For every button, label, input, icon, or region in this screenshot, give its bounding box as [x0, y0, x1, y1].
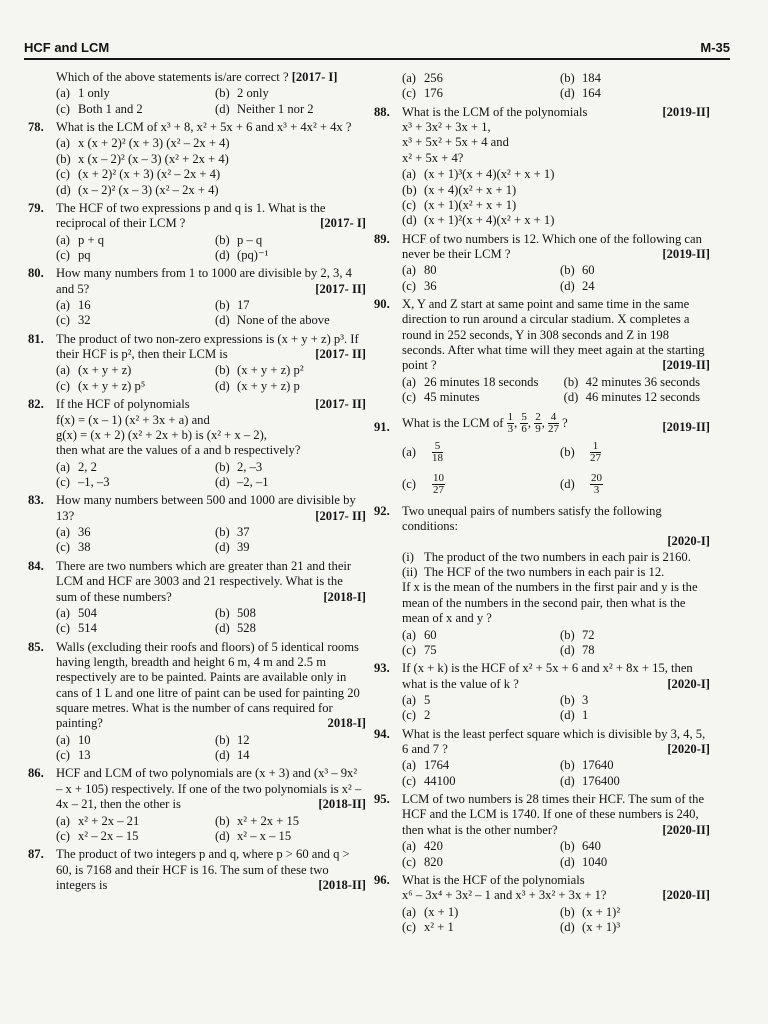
- option-d[interactable]: (d) (x – 2)² (x – 3) (x² – 2x + 4): [56, 182, 219, 197]
- question-number: 94.: [374, 726, 390, 741]
- option-d[interactable]: (d) 46 minutes 12 seconds: [563, 390, 701, 405]
- question-number: 89.: [374, 231, 390, 246]
- option-d[interactable]: (d) Neither 1 nor 2: [215, 101, 314, 116]
- right-column: [374, 70, 710, 938]
- option-a[interactable]: (a) 504: [56, 605, 97, 620]
- question-number: 78.: [28, 120, 44, 135]
- option-d[interactable]: (d) 176400: [560, 773, 620, 788]
- option-d[interactable]: (d) 1040: [560, 854, 608, 869]
- options: [56, 86, 366, 117]
- option-d[interactable]: (d) $\frac{20}{3}$: [560, 471, 602, 497]
- question-number: 79.: [28, 200, 44, 215]
- question-number: 92.: [374, 503, 390, 518]
- option-b[interactable]: (b) x² + 2x + 15: [215, 813, 300, 828]
- option-a[interactable]: (a) 420: [402, 839, 443, 854]
- option-b[interactable]: (b) 508: [215, 605, 256, 620]
- option-a[interactable]: (a) 2, 2: [56, 459, 97, 474]
- option-c[interactable]: (c) (x + y + z) p⁵: [56, 378, 146, 393]
- option-b[interactable]: (b) $\frac{1}{27}$: [560, 439, 601, 465]
- option-b[interactable]: (b) 3: [560, 692, 589, 707]
- fraction: $\frac{1}{3}$: [507, 410, 514, 436]
- option-c[interactable]: (c) 75: [402, 642, 437, 657]
- fraction: $\frac{5}{6}$: [521, 410, 527, 436]
- question-81: 81. The product of two non-zero expressions is (x + y + z) p³. If their HCF is p², then their LCM is [2017- II] (a) (x + y + z) (b) (x + y + z) p² (c) (x + y + z) p⁵ (d) (x + y + z) p: [28, 331, 366, 393]
- question-85: 85. Walls (excluding their roofs and floors) of 5 identical rooms having length, breadth and height 6 m, 4 m and 2.5 m respectively are to be painted. Paints are available only in cans of 1 L and one litre of paint can be used for painting 20 square metres. What is the number of cans required for painting? 2018-I] (a) 10 (b) 12 (c) 13 (d) 14: [28, 639, 366, 763]
- option-c[interactable]: (c) 44100: [402, 773, 456, 788]
- option-c[interactable]: (c) 32: [56, 313, 91, 328]
- option-a[interactable]: (a) 80: [402, 263, 437, 278]
- option-b[interactable]: (b) 184: [560, 71, 601, 85]
- option-d[interactable]: (d) None of the above: [215, 313, 330, 328]
- option-b[interactable]: (b) 17: [215, 298, 250, 313]
- option-c[interactable]: (c) Both 1 and 2: [56, 101, 143, 116]
- option-b[interactable]: (b) 37: [215, 525, 250, 540]
- question-number: 96.: [374, 872, 390, 887]
- option-b[interactable]: (b) (x + y + z) p²: [215, 363, 304, 378]
- option-d[interactable]: (d) 14: [215, 748, 250, 763]
- option-a[interactable]: (a) 36: [56, 525, 91, 540]
- option-d[interactable]: (d) (x + 1)³: [560, 919, 621, 934]
- options: [402, 905, 710, 936]
- option-a[interactable]: (a) 26 minutes 18 seconds: [402, 374, 539, 389]
- question-79: 79. The HCF of two expressions p and q is 1. What is the reciprocal of their LCM ? [2017- I] (a) p + q (b) p – q (c) pq (d) (pq)⁻¹: [28, 200, 366, 262]
- condition-i: (i) The product of the two numbers in each pair is 2160.: [402, 549, 691, 564]
- question-78: 78. What is the LCM of x³ + 8, x² + 5x + 6 and x³ + 4x² + 4x ? (a) x (x + 2)² (x + 3) (x² – 2x + 4) (b) x (x – 2)² (x – 3) (x² + 2x + 4) (c) (x + 2)² (x + 3) (x² – 2x + 4) (d) (x – 2)² (x – 3) (x² – 2x + 4): [28, 120, 366, 198]
- options: [56, 814, 366, 845]
- options: [402, 375, 710, 406]
- option-a[interactable]: (a) 16: [56, 298, 91, 313]
- options: [402, 839, 710, 870]
- question-95: 95. LCM of two numbers is 28 times their HCF. The sum of the HCF and the LCM is 1740. If one of these numbers is 240, then what is the other number? [2020-II] (a) 420 (b) 640 (c) 820 (d) 1040: [374, 792, 710, 869]
- option-c[interactable]: (c) 13: [56, 748, 91, 763]
- option-c[interactable]: (c) x² + 1: [402, 919, 454, 934]
- question-96: 96. What is the HCF of the polynomials x⁶ – 3x⁴ + 3x² – 1 and x³ + 3x² + 3x + 1? [2020-II] (a) (x + 1) (b) (x + 1)² (c) x² + 1 (d) (x + 1)³: [374, 872, 710, 934]
- question-number: 93.: [374, 661, 390, 676]
- option-d[interactable]: (d) (pq)⁻¹: [215, 247, 269, 262]
- options: [402, 167, 710, 228]
- options: [56, 363, 366, 394]
- options: [56, 233, 366, 264]
- option-c[interactable]: (c) 2: [402, 708, 431, 723]
- question-number: 95.: [374, 792, 390, 807]
- page-header: [24, 38, 730, 60]
- option-b[interactable]: (b) 60: [560, 263, 595, 278]
- option-b[interactable]: (b) 72: [560, 627, 595, 642]
- option-b[interactable]: (b) p – q: [215, 232, 263, 247]
- option-a[interactable]: (a) $\frac{5}{18}$: [402, 439, 443, 465]
- option-d[interactable]: (d) 164: [560, 86, 601, 101]
- question-77-continued: Which of the above statements is/are correct ? [2017- I] (a) 1 only (b) 2 only (c) Both 1 and 2 (d) Neither 1 nor 2: [28, 70, 366, 117]
- question-94: 94. What is the least perfect square which is divisible by 3, 4, 5, 6 and 7 ? [2020-I] (a) 1764 (b) 17640 (c) 44100 (d) 176400: [374, 726, 710, 788]
- question-number: 87.: [28, 847, 44, 862]
- options: [402, 437, 710, 501]
- options: [402, 263, 710, 294]
- option-c[interactable]: (c) x² – 2x – 15: [56, 828, 139, 843]
- option-a[interactable]: (a) 1 only: [56, 86, 110, 101]
- question-84: 84. There are two numbers which are greater than 21 and their LCM and HCF are 3003 and 21 respectively. What is the sum of these numbers? [2018-I] (a) 504 (b) 508 (c) 514 (d) 528: [28, 558, 366, 636]
- option-a[interactable]: (a) (x + 1): [402, 904, 459, 919]
- option-b[interactable]: (b) 2, –3: [215, 459, 263, 474]
- options: [56, 733, 366, 764]
- option-d[interactable]: (d) –2, –1: [215, 474, 269, 489]
- option-a[interactable]: (a) (x + y + z): [56, 363, 132, 378]
- option-c[interactable]: (c) 36: [402, 278, 437, 293]
- option-d[interactable]: (d) 78: [560, 642, 595, 657]
- question-number: 83.: [28, 493, 44, 508]
- option-a[interactable]: (a) x (x + 2)² (x + 3) (x² – 2x + 4): [56, 136, 230, 151]
- option-c[interactable]: (c) 514: [56, 621, 97, 636]
- options: [56, 298, 366, 329]
- question-91: 91. What is the LCM of $\frac{1}{3}$ , $\frac{5}{6}$ , $\frac{2}{9}$ , $\frac{4}{27}$ ? [2019-II] (a) $\frac{5}{18}$ (b) $\frac{1}{27}$ (c) $\frac{10}{27}$ (d) $\frac{20}{3}$: [374, 412, 710, 501]
- option-d[interactable]: (d) 1: [560, 708, 589, 723]
- option-c[interactable]: (c) (x + 1)(x² + x + 1): [402, 197, 517, 212]
- option-b[interactable]: (b) 2 only: [215, 86, 269, 101]
- option-d[interactable]: (d) (x + 1)²(x + 4)(x² + x + 1): [402, 213, 555, 228]
- question-88: 88. What is the LCM of the polynomials [2019-II] x³ + 3x² + 3x + 1, x³ + 5x² + 5x + 4 and x² + 5x + 4? (a) (x + 1)³(x + 4)(x² + x + 1) (b) (x + 4)(x² + x + 1) (c) (x + 1)(x² + x + 1) (d) (x + 1)²(x + 4)(x² + x + 1): [374, 104, 710, 228]
- question-number: 88.: [374, 104, 390, 119]
- question-number: 86.: [28, 766, 44, 781]
- question-number: 84.: [28, 558, 44, 573]
- question-90: 90. X, Y and Z start at same point and same time in the same direction to run around a circular stadium. X completes a round in 252 seconds, Y in 308 seconds and Z in 198 seconds. After what time will they meet again at the starting point ? [2019-II] (a) 26 minutes 18 seconds (b) 42 minutes 36 seconds (c) 45 minutes (d) 46 minutes 12 seconds: [374, 297, 710, 405]
- options: [56, 460, 366, 491]
- chapter-title: HCF and LCM: [24, 40, 110, 56]
- option-d[interactable]: (d) (x + y + z) p: [215, 378, 300, 393]
- question-86: 86. HCF and LCM of two polynomials are (x + 3) and (x³ – 9x² – x + 105) respectively. If one of the two polynomials is x² – 4x – 21, then the other is [2018-II] (a) x² + 2x – 21 (b) x² + 2x + 15 (c) x² – 2x – 15 (d) x² – x – 15: [28, 766, 366, 843]
- fraction: $\frac{2}{9}$: [535, 410, 541, 436]
- option-c[interactable]: (c) 38: [56, 540, 91, 555]
- option-b[interactable]: (b) 640: [560, 839, 601, 854]
- question-number: 81.: [28, 331, 44, 346]
- option-a[interactable]: (a) 10: [56, 732, 91, 747]
- left-column: [28, 70, 366, 896]
- option-b[interactable]: (b) x (x – 2)² (x – 3) (x² + 2x + 4): [56, 151, 229, 166]
- option-c[interactable]: (c) (x + 2)² (x + 3) (x² – 2x + 4): [56, 167, 221, 182]
- option-b[interactable]: (b) 42 minutes 36 seconds: [563, 374, 701, 389]
- option-a[interactable]: (a) 60: [402, 627, 437, 642]
- option-a[interactable]: (a) 1764: [402, 758, 450, 773]
- question-87: 87. The product of two integers p and q, where p > 60 and q > 60, is 7168 and their HCF is 16. The sum of these two integers is [2018-II]: [28, 847, 366, 892]
- question-87-options: [374, 71, 710, 102]
- option-a[interactable]: (a) p + q: [56, 232, 104, 247]
- options: [56, 136, 366, 197]
- option-d[interactable]: (d) 528: [215, 621, 256, 636]
- question-number: 82.: [28, 397, 44, 412]
- option-d[interactable]: (d) x² – x – 15: [215, 828, 292, 843]
- option-c[interactable]: (c) –1, –3: [56, 474, 110, 489]
- option-c[interactable]: (c) 45 minutes: [402, 390, 480, 405]
- question-89: 89. HCF of two numbers is 12. Which one of the following can never be their LCM ? [2019-II] (a) 80 (b) 60 (c) 36 (d) 24: [374, 231, 710, 293]
- page-number: M-35: [700, 40, 730, 56]
- question-80: 80. How many numbers from 1 to 1000 are divisible by 2, 3, 4 and 5? [2017- II] (a) 16 (b) 17 (c) 32 (d) None of the above: [28, 266, 366, 328]
- question-93: 93. If (x + k) is the HCF of x² + 5x + 6 and x² + 8x + 15, then what is the value of k ? [2020-I] (a) 5 (b) 3 (c) 2 (d) 1: [374, 661, 710, 723]
- question-82: 82. If the HCF of polynomials [2017- II] f(x) = (x – 1) (x² + 3x + a) and g(x) = (x + 2) (x² + 2x + b) is (x² + x – 2), then what are the values of a and b respectively? (a) 2, 2 (b) 2, –3 (c) –1, –3 (d) –2, –1: [28, 397, 366, 489]
- options: [402, 758, 710, 789]
- question-number: 80.: [28, 266, 44, 281]
- options: [56, 525, 366, 556]
- option-a[interactable]: (a) (x + 1)³(x + 4)(x² + x + 1): [402, 167, 555, 182]
- options: [402, 71, 710, 102]
- options: [56, 606, 366, 637]
- option-c[interactable]: (c) pq: [56, 247, 91, 262]
- option-d[interactable]: (d) 39: [215, 540, 250, 555]
- option-b[interactable]: (b) (x + 4)(x² + x + 1): [402, 182, 517, 197]
- option-c[interactable]: (c) 820: [402, 854, 443, 869]
- options: [402, 693, 710, 724]
- options: [402, 628, 710, 659]
- fraction: $\frac{4}{27}$: [547, 410, 559, 436]
- option-b[interactable]: (b) 12: [215, 732, 250, 747]
- option-a[interactable]: (a) 256: [402, 71, 443, 85]
- option-c[interactable]: (c) 176: [402, 86, 443, 101]
- question-92: 92. Two unequal pairs of numbers satisfy the following conditions: [2020-I] (i) The product of the two numbers in each pair is 2160. (ii) The HCF of the two numbers in each pair is 12. If x is the mean of the numbers in the first pair and y is the mean of the numbers in the second pair, then what is the mean of x and y ? (a) 60 (b) 72 (c) 75 (d) 78: [374, 503, 710, 657]
- condition-ii: (ii) The HCF of the two numbers in each pair is 12.: [402, 565, 665, 580]
- option-b[interactable]: (b) 17640: [560, 758, 614, 773]
- option-b[interactable]: (b) (x + 1)²: [560, 904, 621, 919]
- option-c[interactable]: (c) $\frac{10}{27}$: [402, 471, 444, 497]
- option-a[interactable]: (a) 5: [402, 692, 431, 707]
- question-83: 83. How many numbers between 500 and 1000 are divisible by 13? [2017- II] (a) 36 (b) 37 (c) 38 (d) 39: [28, 493, 366, 555]
- question-number: 85.: [28, 639, 44, 654]
- question-number: 91.: [374, 419, 390, 434]
- question-number: 90.: [374, 297, 390, 312]
- option-a[interactable]: (a) x² + 2x – 21: [56, 813, 140, 828]
- option-d[interactable]: (d) 24: [560, 278, 595, 293]
